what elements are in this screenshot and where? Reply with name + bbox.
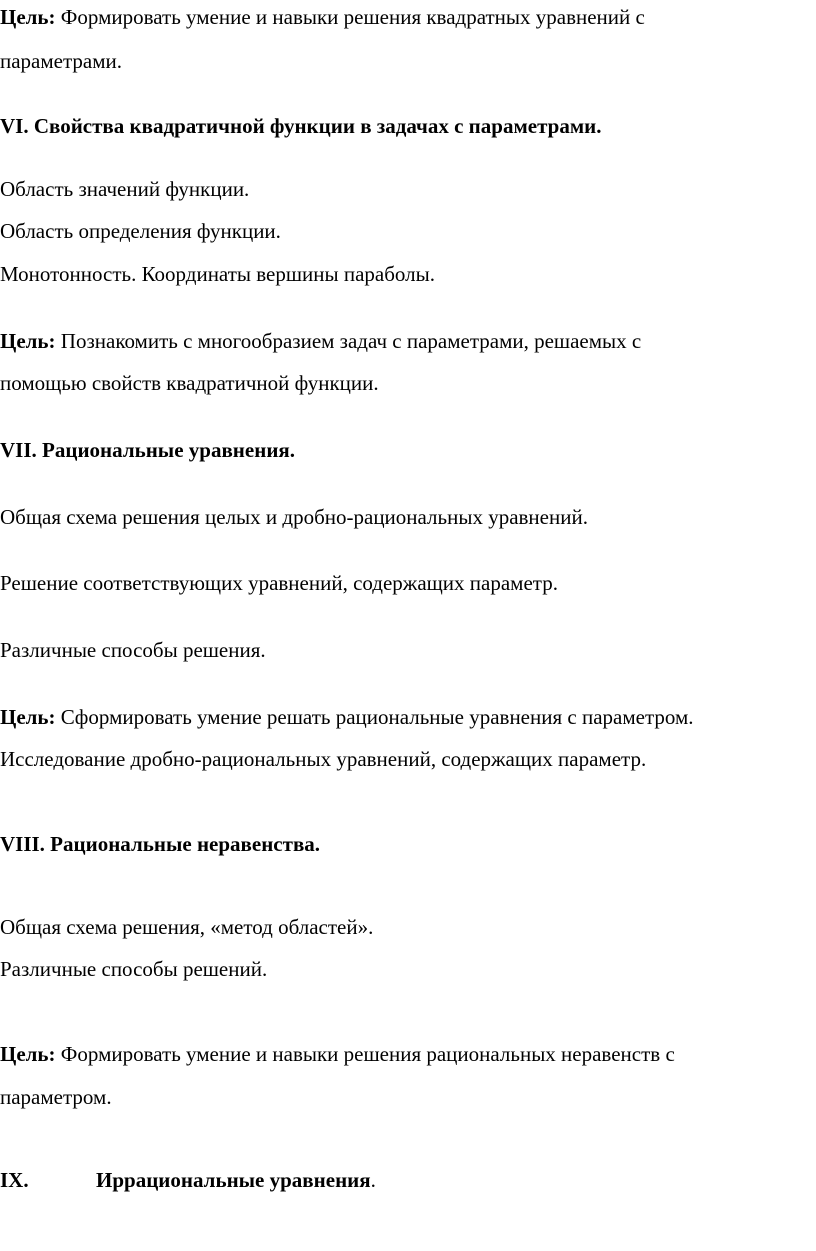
section-7-item-2: Решение соответствующих уравнений, содержащих параметр. (0, 571, 558, 595)
section-9-heading (0, 1166, 376, 1194)
section-8-item-2: Различные способы решений. (0, 957, 268, 981)
section-7-item-1: Общая схема решения целых и дробно-рациональных уравнений. (0, 505, 588, 529)
goal-text: Формировать умение и навыки решения квадратных уравнений с (55, 5, 645, 29)
section-6-heading: VI. Свойства квадратичной функции в задачах с параметрами. (0, 114, 602, 138)
goal-text: Сформировать умение решать рациональные уравнения с параметром. (55, 705, 694, 729)
section-8-heading: VIII. Рациональные неравенства. (0, 832, 321, 856)
goal-label: Цель: (0, 705, 56, 729)
goal-label: Цель: (0, 329, 56, 353)
section-7-goal-line-1 (0, 703, 694, 731)
section-8-item-1: Общая схема решения, «метод областей». (0, 915, 374, 939)
section-8-goal-line-2: параметром. (0, 1085, 112, 1109)
section-9-title: Иррациональные уравнения (96, 1168, 371, 1192)
goal-text: Познакомить с многообразием задач с параметрами, решаемых с (55, 329, 642, 353)
section-6-item-2: Область определения функции. (0, 219, 281, 243)
section-9-number: IX. (0, 1168, 29, 1192)
section-8-goal-line-1 (0, 1040, 675, 1068)
goal-paragraph-1-line-1 (0, 3, 645, 31)
section-9-trail: . (370, 1168, 376, 1192)
goal-paragraph-1-line-2: параметрами. (0, 49, 123, 73)
section-6-goal-line-1 (0, 327, 641, 355)
section-7-heading: VII. Рациональные уравнения. (0, 438, 296, 462)
goal-label: Цель: (0, 1042, 56, 1066)
section-7-goal-line-2: Исследование дробно-рациональных уравнений, содержащих параметр. (0, 747, 647, 771)
goal-label: Цель: (0, 5, 56, 29)
section-7-item-3: Различные способы решения. (0, 638, 266, 662)
goal-text: Формировать умение и навыки решения рациональных неравенств с (55, 1042, 675, 1066)
section-6-goal-line-2: помощью свойств квадратичной функции. (0, 371, 379, 395)
section-6-item-3: Монотонность. Координаты вершины параболы. (0, 262, 435, 286)
section-6-item-1: Область значений функции. (0, 177, 250, 201)
